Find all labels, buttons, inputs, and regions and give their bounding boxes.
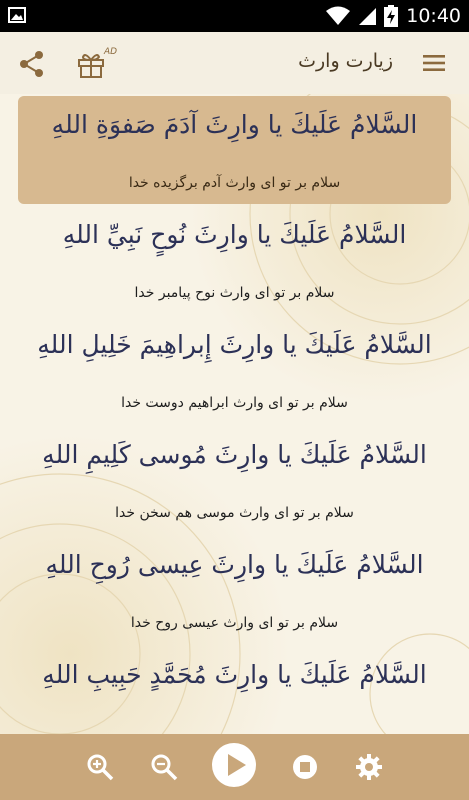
verse-item[interactable] <box>18 646 451 734</box>
verse-item[interactable] <box>18 536 451 644</box>
verse-list[interactable] <box>0 94 469 734</box>
verse-arabic: السَّلامُ عَلَيكَ يا وارِثَ نُوحٍ نَبِيِّ اللهِ <box>62 220 407 249</box>
verse-arabic: السَّلامُ عَلَيكَ يا وارِثَ إِبراهِيمَ خَلِيلِ اللهِ <box>37 330 432 359</box>
zoom-out-icon[interactable] <box>150 753 178 781</box>
verse-translation: سلام بر تو ای وارث نوح پیامبر خدا <box>134 285 335 301</box>
battery-charging-icon <box>384 5 398 27</box>
status-bar <box>0 0 469 32</box>
signal-icon <box>358 6 376 26</box>
ad-label: AD <box>104 47 118 57</box>
zoom-in-icon[interactable] <box>86 753 114 781</box>
verse-item[interactable] <box>18 426 451 534</box>
gallery-notification-icon <box>8 7 26 23</box>
wifi-icon <box>326 6 350 26</box>
app-bar <box>0 32 469 94</box>
verse-arabic: السَّلامُ عَلَيكَ يا وارِثَ آدَمَ صَفوَةِ اللهِ <box>51 110 418 139</box>
hamburger-menu-icon[interactable] <box>423 54 445 72</box>
verse-translation: سلام بر تو ای وارث عیسی روح خدا <box>130 615 339 631</box>
verse-item[interactable] <box>18 96 451 204</box>
status-time: 10:40 <box>406 5 461 27</box>
verse-arabic: السَّلامُ عَلَيكَ يا وارِثَ مُحَمَّدٍ حَبِيبِ اللهِ <box>42 660 427 689</box>
verse-item[interactable] <box>18 316 451 424</box>
share-icon[interactable] <box>18 50 46 78</box>
stop-icon[interactable] <box>291 753 319 781</box>
play-icon <box>228 754 246 776</box>
verse-translation: سلام بر تو ای وارث ابراهیم دوست خدا <box>121 395 348 411</box>
play-button[interactable] <box>212 743 256 787</box>
player-control-bar <box>0 734 469 800</box>
verse-translation: سلام بر تو ای وارث موسی هم سخن خدا <box>115 505 354 521</box>
verse-arabic: السَّلامُ عَلَيكَ يا وارِثَ مُوسى كَلِيمِ اللهِ <box>42 440 427 469</box>
gear-icon[interactable] <box>355 753 383 781</box>
verse-item[interactable] <box>18 206 451 314</box>
page-title: زیارت وارث <box>298 50 393 72</box>
ad-gift-button[interactable] <box>77 49 117 79</box>
verse-translation: سلام بر تو ای وارث آدم برگزیده خدا <box>128 175 341 191</box>
verse-arabic: السَّلامُ عَلَيكَ يا وارِثَ عِيسى رُوحِ اللهِ <box>45 550 424 579</box>
gift-icon <box>77 51 105 79</box>
